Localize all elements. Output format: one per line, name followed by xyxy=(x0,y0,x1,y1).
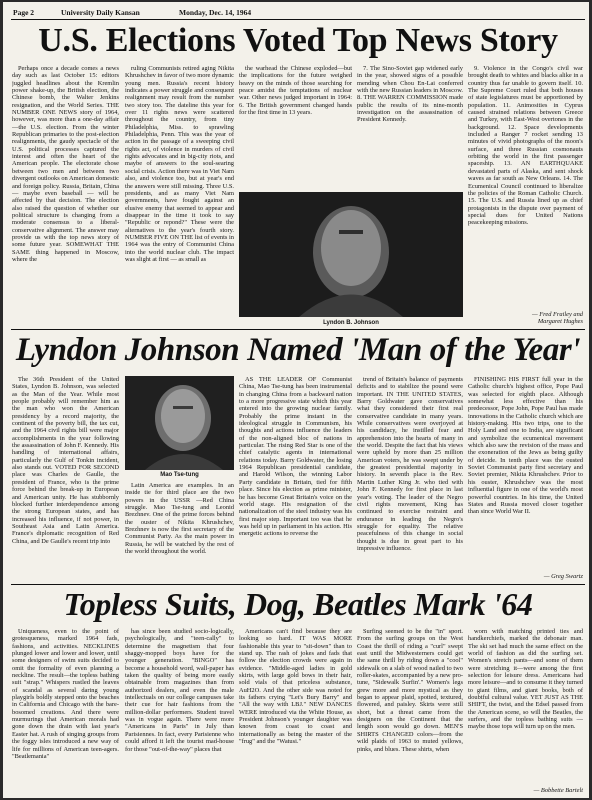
johnson-photo xyxy=(239,192,463,317)
mao-photo xyxy=(125,376,234,470)
paper-name: University Daily Kansan xyxy=(61,8,140,17)
story2-byline: — Greg Swartz xyxy=(543,573,583,580)
story2-col4: trend of Britain's balance of payments deficits and to stabilize the pound were important. IN THE UNITED STATES, Barry Goldwater gave conservatives what they considered their first real conservative candidate in many years. While conservatives were overjoyed at his candidacy, he instilled fear and apprehension into the hearts of many in the world. Despite the fact that his views were upheld by more than 25 million American voters, he was swept under by the greatest presidential majority in history. In seventh place is the Rev. Martin Luther King Jr. who tied with John F. Kennedy for first place in last year's voting. The leader of the Negro civil rights movement, King has continued to exercise restraint and endurance in leading the Negro's struggle for equality. The relative peacefulness of this change in social thought is due in great part to his impressive influence. xyxy=(357,376,463,552)
story1-col4: 7. The Sino-Soviet gap widened early in the year, showed signs of a possible mending when Chou En-Lai conferred with the new Russian leaders in Moscow. 8. THE WARREN COMMISSION made public the results of its nine-month investigation on the assassination of President Kennedy. xyxy=(357,65,463,124)
story1-col1: Perhaps once a decade comes a news day such as last October 15: editors juggled headlines about the Kremlin power shake-up, the British election, the Chinese bomb, the Walter Jenkins resignation, and the World Series. THE NUMBER ONE NEWS story of 1964, however, was more than a one-day affair—the U.S. election. From the winter Republican primaries to the post-election realignments, the gaudy spectacle of the U.S. political processes captured the interest and often the heart of the American people. The electorate chose between two men and between two divergent outlooks on American domestic and foreign policy. Russia, Britain, China — maybe even baseball — will be affected by that decision. The election also raised the question of whether our political structure is changing from a moderate consensus to a liberal-conservative alignment. The answer may provide us with the top news story of some future year. SOMEWHAT THE SAME thing happened in Moscow, where the xyxy=(12,65,119,263)
story3-col1: Uniqueness, even to the point of grotesqueness, marked 1964 fads, fashions, and activities. NECKLINES plunged lower and lower and lower, until some designers of swim suits decided to omit the formality of even planning a neckline. The result—the topless bathing suit "strap." Whispers rustled the leaves of scandal as several daring young playgirls boldly stepped onto the beaches in California and Chicago with the bare-bosomed creations. And there were murmurings that American morals had gone down the drain with last year's Easter hat. A rush of singing groups from the foggy isles introduced a new way of life for millions of American teen-agers. "Beatlemania" xyxy=(12,628,119,760)
story3-col2: has since been studied socio-logically, psychologically, and "teen-cally" to determine the magnetism that four shaggy-mopped boys have for the younger generation. "BINGO" has become a household word, wall-paper has taken the quality of being more easily obtainable from magazines than from authorized dealers, and even the male intellectuals on our college campuses take their cue for hair fashions from the million-dollar performers. Student travel was in vogue again. There were more "Americans in Paris" in July than Parisiennes. In fact, every Parisienne who could afford it left the tourist mad-house for those "out-of-the-way" places that xyxy=(125,628,234,753)
johnson-photo-image xyxy=(239,192,463,317)
story1-byline xyxy=(468,311,583,327)
story1-col2: ruling Communists retired aging Nikita Khrushchev in favor of two more dynamic young men. Russia's recent history indicates a power struggle and consequent realignment may result from the number two story too. The dateline this year for over 11 rights news were scattered throughout the country, from tiny Philadelphia, Miss. to sprawling Philadelphia, Penn. This was the year of action in the passage of a sweeping civil rights act, of violence in murders of civil rights advocates and in big-city riots, and maybe of answers to the soul-searing social crisis. Action there was in Viet Nam also, and violence too, but at year's end the answers were still missing. Three U.S. presidents, and as many Viet Nam governments, have fought against an elusive enemy that seemed to appear and disappear in the time it took to say "Republic or repond?" These were the alternatives to the year's fourth story. NUMBER FIVE ON THE list of events in 1964 was the entry of Communist China into the world nuclear club. The impact was slight at first — as small as xyxy=(125,65,234,263)
story3-byline: — Bobbette Bartelt xyxy=(533,787,583,794)
story3-col5: worn with matching printed ties and handkerchiefs, marked the debonair man. The ski set had much the same effect on the world of fashion as did the surfing set. Women's stretch pants—and some of them were stretching it—were among the first selection for leisure dress. Americans had more leisure—and to consume it they turned to giant films, and giant books, both of doubtful cultural value. YET JUST AS THE SHIFT, the twist, and the Edsel passed from the American scene, so will the Beatles, the surfers, and the topless bathing suits — maybe those tops will turn up on the men. xyxy=(468,628,583,731)
johnson-photo-caption: Lyndon B. Johnson xyxy=(323,320,379,326)
issue-date: Monday, Dec. 14, 1964 xyxy=(179,8,252,17)
story1-col3: the warhead the Chinese exploded—but the implications for the future weighed heavy on the minds of those searching for peace amidst the temptations of nuclear war. Other news judged important in 1964: 6. The British government changed hands for the first time in 13 years. xyxy=(239,65,352,117)
mao-photo-caption: Mao Tse-tung xyxy=(160,472,199,478)
story1-byline-2: Margaret Hughes xyxy=(537,318,583,326)
story1-col5: 9. Violence in the Congo's civil war brought death to whites and blacks alike in a country thus far unable to govern itself. 10. The Supreme Court ruled that both houses of state legislatures must be apportioned by population. 11. Animosities in Cyprus caused strained relations between Greece and Turkey, with East-West overtones in the background. 12. Space developments included a Ranger 7 rocket sending 13 minutes of vivid photographs of the moon's surface, and three Russian cosmonauts orbiting the world in the first passenger spaceship. 13. AN EARTHQUAKE devastated parts of Alaska, and sent shock waves as far south as New Orleans. 14. The Ecumenical Council continued to liberalize the policies of the Roman Catholic Church. 15. The U.S. and Russia lined up as chief protagonists in the dispute over payment of special dues for United Nations peacekeeping missions. xyxy=(468,65,583,227)
mao-photo-image xyxy=(125,376,234,470)
story2-col5: FINISHING HIS FIRST full year in the Catholic church's highest office, Pope Paul was selected for eighth place. Although somewhat less effective than his predecessor, Pope John, Pope Paul has made innovations in the Catholic church which are history-making. His two trips, one to the Holy Land and one to India, are significant and symbolize the ecumenical movement which also saw the revision of the mass and the exoneration of the Jews as being guilty of deicide. In tenth place was the ousted Soviet Communist party first secretary and Soviet premier, Nikita Khrushchev. Prior to his ouster, Khrushchev was the most influential figure in one of the world's most powerful countries. In his time, the United States and Russia moved closer together than since World War II. xyxy=(468,376,583,516)
story2-col1: The 36th President of the United States, Lyndon B. Johnson, was selected as the Man of the Year. While most people probably will remember him as the man who won the American presidency by a record majority, the continent of the poverty bill, the tax cut, and the 1964 civil rights bill were major accomplishments in the year following the assassination of John F. Kennedy. His handling of international affairs, particularly the Gulf of Tonkin incident, also stands out. VOTED FOR SECOND place was Charles de Gaulle, the president of France, who is the prime force behind the break-up in European and American unity. He has stubbornly blocked further interdependence among the strong European states, and has increased his influence, if not power, in Southeast Asia and Latin America. France's diplomatic recognition of Red China, and De Gaulle's recent trip into xyxy=(12,376,119,545)
page-number: Page 2 xyxy=(13,8,35,17)
story3-col4: Surfing seemed to be the "in" sport. From the surfing groups on the West Coast the thrill of riding a "curl" swept east until the Midwesterners could get the same thrill by riding down a "cool" sidewalk on a slab of wood nailed to two roller-skates, accompanied by a new pro-tune, "Sidewalk Surfin'." Women's legs grew more and more mystical as they began to appear plaid, spotted, textured, flowered, and paisley. Skirts were still short, but a threat came from the designers on the Continent that the length soon would go down. MEN'S SHIRTS CHANGED colors—from the wild plaids of 1963 to muted yellows, pinks, and blues. These shirts, when xyxy=(357,628,463,753)
story1-headline: U.S. Elections Voted Top News Story xyxy=(38,22,558,59)
newspaper-page xyxy=(3,2,589,798)
story2-col3: AS THE LEADER OF Communist China, Mao Tse-tung has been instrumental in changing China from a backward nation to a more progressive state which this year entered into the growing nuclear family. Probably the prime instant in the ideological struggle in Communism, his thoughts and actions influence the leaders of the non-aligned bloc of nations in particular. The rising Red Star is one of the chief catalytic agents in international relations today. Barry Goldwater, the losing 1964 Republican presidential candidate, and Harold Wilson, the winning Labor Party candidate in Britain, tied for fifth place. Since his election as prime minister, he has become Great Britain's voice on the world stage. His resignation of the nationalization of the steel industry was his first major step. Important too was that he was held up in parliament in his action. His energetic actions to reverse the xyxy=(239,376,352,538)
story2-col2: Latin America are examples. In an inside tie for third place are the two powers in the USSR —Red China struggle. Mao Tse-tung and Leonid Brezhnev. One of the prime forces behind the ouster of Nikita Khrushchev, Brezhnev is now the first secretary of the Communist Party. As the main power in Russia, he will be watched by the rest of the world throughout the world. xyxy=(125,482,234,556)
story3-col3: Americans can't find because they are looking so hard. IT WAS MORE fashionable this year to "sit-down" than to stand up. The rash of jokes and fads that follow the election crowds were again in evidence. "Middle-aged ladies in gold skirts, with large gold bows in their hair, sold vials of that priceless substance, AuH2O. And the other side was noted for its fathers crying "Let's Bury Barry" and "All the way with LBJ." NEW DANCES WERE introduced via the White House, as President Johnson's younger daughter was known from coast to coast and internationally as being the master of the "frug" and the "Watusi." xyxy=(239,628,352,746)
story2-headline: Lyndon Johnson Named 'Man of the Year' xyxy=(15,332,581,368)
story1-byline-1: — Fred Frailey and xyxy=(531,311,583,318)
story3-headline: Topless Suits, Dog, Beatles Mark '64 xyxy=(63,586,533,622)
